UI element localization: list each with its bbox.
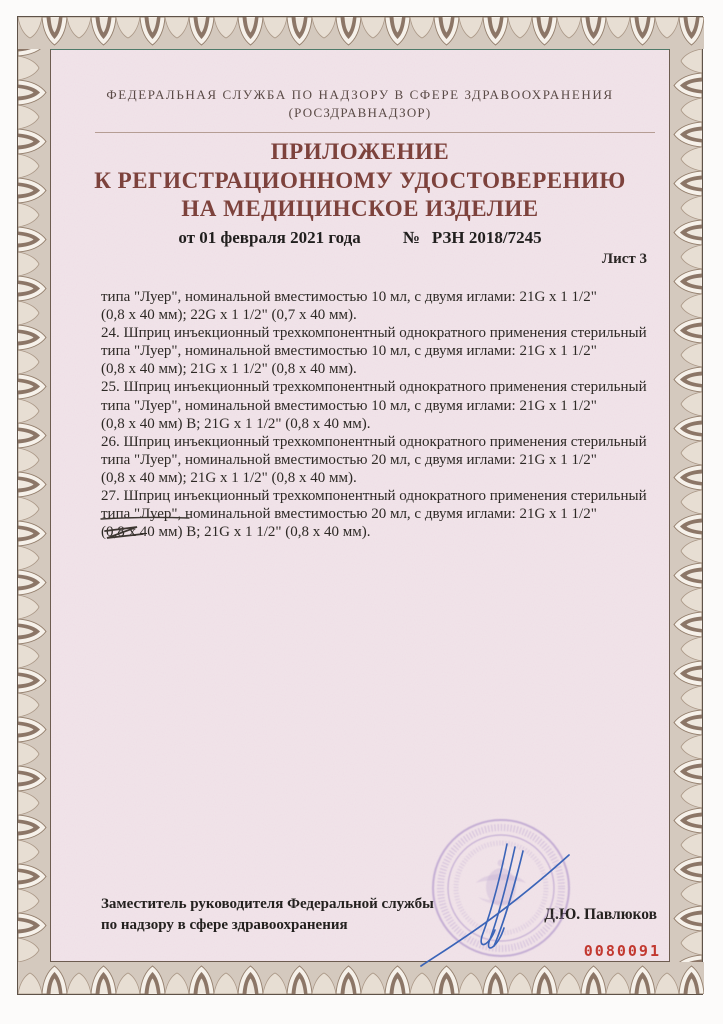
header-divider: [95, 132, 655, 133]
document-paper: [50, 49, 670, 962]
form-serial-number: 0080091: [583, 942, 661, 960]
agency-name: ФЕДЕРАЛЬНАЯ СЛУЖБА ПО НАДЗОРУ В СФЕРЕ ЗДРАВООХРАНЕНИЯ: [106, 87, 614, 102]
body-line: (0,8 x 40 мм) B; 21G x 1 1/2" (0,8 x 40 мм).: [101, 415, 371, 432]
body-line: типа "Луер", номинальной вместимостью 10 мл, с двумя иглами: 21G x 1 1/2": [101, 343, 597, 360]
decorative-border-right: [670, 49, 702, 962]
document-title: [51, 138, 669, 224]
body-line: типа "Луер", номинальной вместимостью 20 мл, с двумя иглами: 21G x 1 1/2": [101, 451, 597, 468]
agency-abbreviation: (РОСЗДРАВНАДЗОР): [288, 105, 432, 120]
decorative-border-left: [18, 49, 50, 962]
decorative-border-top: [18, 17, 704, 49]
signature-ink: [403, 798, 599, 978]
body-line: типа "Луер", номинальной вместимостью 10 мл, с двумя иглами: 21G x 1 1/2": [101, 289, 597, 305]
signatory-position: [101, 894, 434, 935]
registration-number: РЗН 2018/7245: [431, 228, 542, 247]
body-line: (0,8 x 40 мм); 21G x 1 1/2" (0,8 x 40 мм).: [101, 361, 357, 378]
title-line-3: НА МЕДИЦИНСКОЕ ИЗДЕЛИЕ: [181, 196, 539, 221]
title-line-1: ПРИЛОЖЕНИЕ: [270, 139, 450, 164]
date-and-number-line: [51, 228, 669, 248]
body-line: (0,8 x 40 мм); 21G x 1 1/2" (0,8 x 40 мм).: [101, 469, 357, 486]
body-line: (0,8 x 40 мм) B; 21G x 1 1/2" (0,8 x 40 мм).: [101, 524, 371, 541]
body-line: 26. Шприц инъекционный трехкомпонентный однократного применения стерильный: [101, 433, 647, 450]
body-line: 25. Шприц инъекционный трехкомпонентный однократного применения стерильный: [101, 379, 647, 396]
body-line: типа "Луер", номинальной вместимостью 10 мл, с двумя иглами: 21G x 1 1/2": [101, 397, 597, 414]
decorative-border-bottom: [18, 962, 704, 994]
sheet-number: Лист 3: [601, 251, 647, 267]
signatory-position-line-2: по надзору в сфере здравоохранения: [101, 916, 348, 933]
body-line: (0,8 x 40 мм); 22G x 1 1/2" (0,7 x 40 мм).: [101, 307, 357, 324]
end-of-text-mark: [97, 512, 227, 554]
body-line: 24. Шприц инъекционный трехкомпонентный однократного применения стерильный: [101, 325, 647, 342]
body-line: 27. Шприц инъекционный трехкомпонентный однократного применения стерильный: [101, 488, 647, 505]
title-line-2: К РЕГИСТРАЦИОННОМУ УДОСТОВЕРЕНИЮ: [94, 167, 626, 193]
number-sign: №: [402, 228, 420, 247]
issue-date: от 01 февраля 2021 года: [178, 228, 361, 247]
certificate-sheet: [17, 16, 703, 995]
body-line: типа "Луер", номинальной вместимостью 20 мл, с двумя иглами: 21G x 1 1/2": [101, 506, 597, 523]
signatory-name: Д.Ю. Павлюков: [544, 906, 657, 923]
body-text: [101, 288, 666, 541]
signatory-position-line-1: Заместитель руководителя Федеральной службы: [101, 896, 434, 912]
